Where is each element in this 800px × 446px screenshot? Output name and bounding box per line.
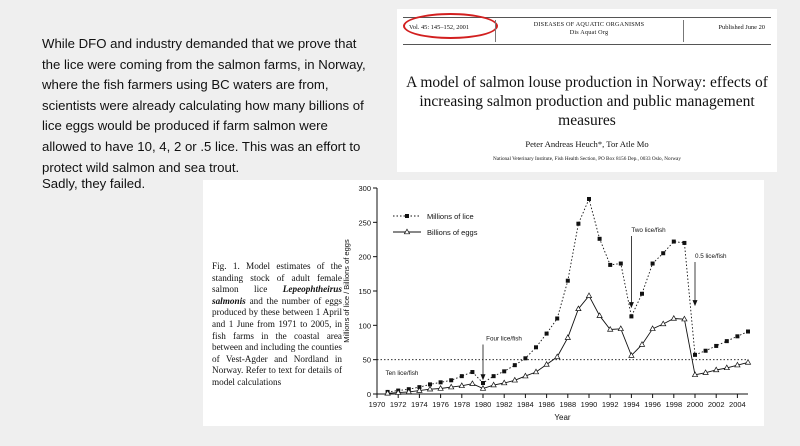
annotation-arrowhead <box>693 300 698 306</box>
lice-data-point <box>704 349 708 353</box>
eggs-data-point <box>533 369 538 374</box>
y-tick-label: 250 <box>358 218 371 228</box>
caption-rest: and the number of eggs produced by these between 1 April and 1 June from 1971 to 2005, in fish farms in the coastal area between and including the counties of Vest-Agder and Nordland in Norway. Refer to text for details of model calculations <box>212 295 342 387</box>
lice-data-point <box>534 345 538 349</box>
eggs-data-point <box>565 335 570 340</box>
series-line-1 <box>388 296 748 394</box>
header-divider <box>683 20 684 42</box>
lice-data-point <box>714 344 718 348</box>
journal-abbrev: Dis Aquat Org <box>569 29 609 36</box>
x-tick-label: 1984 <box>517 400 534 409</box>
eggs-data-point <box>671 316 676 321</box>
lice-data-point <box>651 262 655 266</box>
journal-name: DISEASES OF AQUATIC ORGANISMS <box>533 21 645 28</box>
x-tick-label: 1970 <box>368 400 386 409</box>
caption-species: Lepeophtheirus salmonis <box>212 284 342 306</box>
x-tick-label: 1998 <box>665 400 683 409</box>
x-tick-label: 1994 <box>623 400 640 409</box>
lice-data-point <box>746 330 750 334</box>
legend-label: Millions of lice <box>427 212 474 221</box>
eggs-data-point <box>544 362 549 367</box>
y-tick-label: 100 <box>358 321 371 331</box>
y-axis-label: Millions of lice / Billions of eggs <box>342 239 351 343</box>
paper-authors: Peter Andreas Heuch*, Tor Atle Mo <box>525 139 649 149</box>
y-tick-label: 200 <box>358 252 371 262</box>
annotation-arrowhead <box>481 374 486 380</box>
legend-label: Billions of eggs <box>427 228 478 237</box>
x-tick-label: 1996 <box>644 400 661 409</box>
intro-text: While DFO and industry demanded that we prove that the lice were coming from the salmon farms, in Norway, where the fish farmers using BC waters are from, scientists were already calculating how many billions of lice eggs would be produced if farm salmon were allowed to have 10, 4, 2 or .5 lice. This was an effort to protect wild salmon and sea trout. <box>42 36 366 175</box>
journal-name-block <box>499 21 679 37</box>
lice-data-point <box>619 262 623 266</box>
lice-data-point <box>470 370 474 374</box>
eggs-data-point <box>618 326 623 331</box>
lice-data-point <box>608 263 612 267</box>
lice-data-point <box>725 339 729 343</box>
lice-production-chart <box>203 180 764 426</box>
x-tick-label: 1988 <box>559 400 577 409</box>
annotation-label: Two lice/fish <box>631 226 666 234</box>
lice-data-point <box>682 241 686 245</box>
x-tick-label: 1976 <box>432 400 449 409</box>
lice-data-point <box>545 332 549 336</box>
paper-affiliation: National Veterinary Institute, Fish Health Section, PO Box 8156 Dep., 0033 Oslo, Norway <box>493 156 681 162</box>
lice-data-point <box>566 279 570 283</box>
lice-data-point <box>598 237 602 241</box>
eggs-data-point <box>586 293 591 298</box>
lice-data-point <box>449 378 453 382</box>
x-tick-label: 1992 <box>601 400 619 409</box>
lice-data-point <box>587 197 591 201</box>
y-tick-label: 0 <box>366 390 371 399</box>
lice-data-point <box>735 334 739 338</box>
annotation-label: Ten lice/fish <box>385 369 419 377</box>
journal-header-bar <box>403 17 771 45</box>
x-tick-label: 2002 <box>707 400 725 409</box>
lice-data-point <box>555 316 559 320</box>
lice-data-point <box>629 314 633 318</box>
legend-marker <box>405 214 409 218</box>
annotation-label: 0.5 lice/fish <box>695 253 727 261</box>
lice-data-point <box>481 381 485 385</box>
volume-citation: Vol. 45: 145–152, 2001 <box>409 24 470 31</box>
lice-data-point <box>576 222 580 226</box>
lice-data-point <box>513 363 517 367</box>
lice-data-point <box>672 240 676 244</box>
lice-data-point <box>460 374 464 378</box>
y-tick-label: 150 <box>358 287 371 296</box>
lice-data-point <box>523 356 527 360</box>
legend-marker <box>404 229 409 234</box>
eggs-data-point <box>470 381 475 386</box>
lice-data-point <box>439 380 443 384</box>
eggs-data-point <box>555 354 560 359</box>
lice-data-point <box>492 374 496 378</box>
lice-data-point <box>693 353 697 357</box>
eggs-data-point <box>597 313 602 318</box>
x-tick-label: 2000 <box>686 400 704 409</box>
x-tick-label: 1972 <box>389 400 407 409</box>
lice-data-point <box>661 251 665 255</box>
x-tick-label: 1978 <box>453 400 471 409</box>
y-tick-label: 50 <box>362 355 371 365</box>
y-tick-label: 300 <box>358 184 371 193</box>
closing-text: Sadly, they failed. <box>42 176 146 191</box>
x-tick-label: 1986 <box>538 400 555 409</box>
annotation-label: Four lice/fish <box>486 335 522 343</box>
x-tick-label: 1980 <box>474 400 492 409</box>
x-axis-label: Year <box>554 413 571 422</box>
lice-data-point <box>640 292 644 296</box>
eggs-data-point <box>745 360 750 365</box>
x-tick-label: 1982 <box>495 400 513 409</box>
caption-lead: Fig. 1. Model estimates of the standing stock of adult female salmon lice <box>212 261 342 295</box>
published-date: Published June 20 <box>718 24 765 31</box>
paper-header-image <box>397 9 777 172</box>
paper-title: A model of salmon louse production in Norway: effects of increasing salmon production and public management measures <box>406 74 768 129</box>
x-tick-label: 2004 <box>729 400 746 409</box>
figure-panel <box>203 180 764 426</box>
lice-data-point <box>502 369 506 373</box>
x-tick-label: 1990 <box>580 400 598 409</box>
x-tick-label: 1974 <box>411 400 428 409</box>
header-divider <box>495 20 496 42</box>
